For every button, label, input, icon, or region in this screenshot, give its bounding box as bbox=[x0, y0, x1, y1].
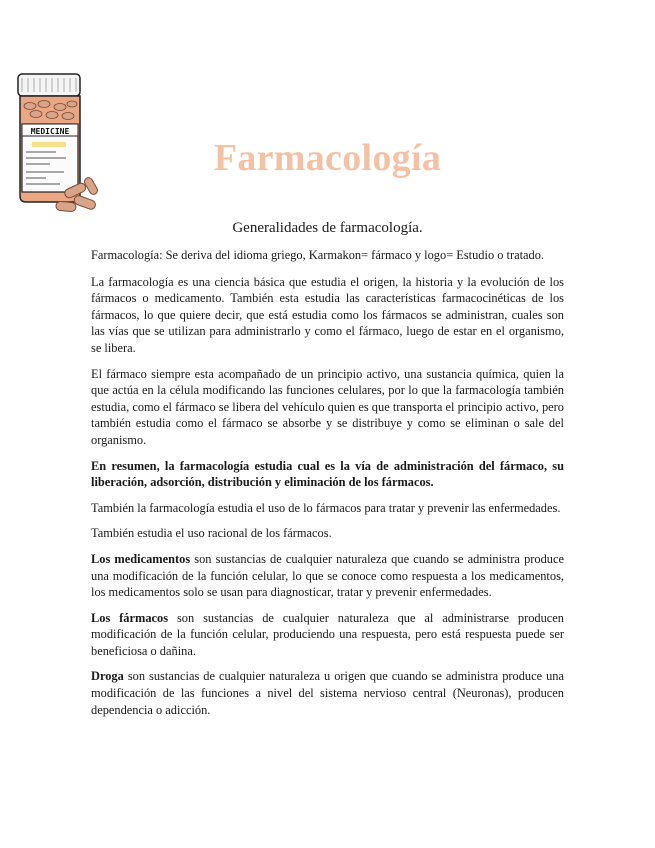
paragraph-farmacos bbox=[91, 610, 564, 660]
svg-text:MEDICINE: MEDICINE bbox=[30, 127, 70, 136]
document-subtitle: Generalidades de farmacología. bbox=[232, 220, 423, 236]
paragraph-intro: La farmacología es una ciencia básica que estudia el origen, la historia y la evolución de los fármacos o medicamento. También esta estudia las características farmacocinéticas de los fármacos, lo que quiere decir, que está estudia como los fármacos se administran, cuales son las vías que se utilizan para administrarlo y como el fármaco, luego de estar en el organismo, se libera. bbox=[91, 274, 564, 355]
paragraph-medicamentos bbox=[91, 551, 564, 601]
definition-droga: son sustancias de cualquier naturaleza u origen que cuando se administra produce una modificación de las funciones a nivel del sistema nervioso central (Neuronas), producen dependencia o adicción. bbox=[91, 669, 564, 717]
term-droga: Droga bbox=[91, 669, 124, 684]
paragraph-droga bbox=[91, 668, 564, 718]
paragraph-resumen: En resumen, la farmacología estudia cual es la vía de administración del fármaco, su liberación, adsorción, distribución y eliminación de los fármacos. bbox=[91, 458, 564, 490]
definition-medicamentos: son sustancias de cualquier naturaleza que cuando se administra produce una modificación de la función celular, lo que se conoce como respuesta a los medicamentos, los medicamentos solo se usan para diagnosticar, tratar y prevenir enfermedades. bbox=[91, 551, 564, 600]
paragraph-definition: Farmacología: Se deriva del idioma griego, Karmakon= fármaco y logo= Estudio o tratado. bbox=[91, 248, 545, 262]
paragraph-principio-activo: El fármaco siempre esta acompañado de un principio activo, una sustancia química, quien la que actúa en la célula modificando las funciones celulares, por lo que la farmacología también estudia, como el fármaco se libera del vehículo quien es que transporta el principio activo, pero también estudia como el fármaco se absorbe y se distribuye y como se eliminan o sale del organismo. bbox=[91, 366, 564, 447]
term-medicamentos: Los medicamentos bbox=[91, 551, 191, 566]
paragraph-uso: También la farmacología estudia el uso de lo fármacos para tratar y prevenir las enfermedades. bbox=[91, 500, 561, 515]
document-body bbox=[91, 247, 564, 727]
term-farmacos: Los fármacos bbox=[91, 610, 169, 625]
document-title: Farmacología bbox=[213, 137, 442, 179]
definition-farmacos: son sustancias de cualquier naturaleza que al administrarse producen modificación de la función celular, produciendo una respuesta, pero está respuesta puede ser beneficiosa o dañina. bbox=[91, 610, 564, 658]
paragraph-uso-racional: También estudia el uso racional de los fármacos. bbox=[91, 526, 332, 541]
